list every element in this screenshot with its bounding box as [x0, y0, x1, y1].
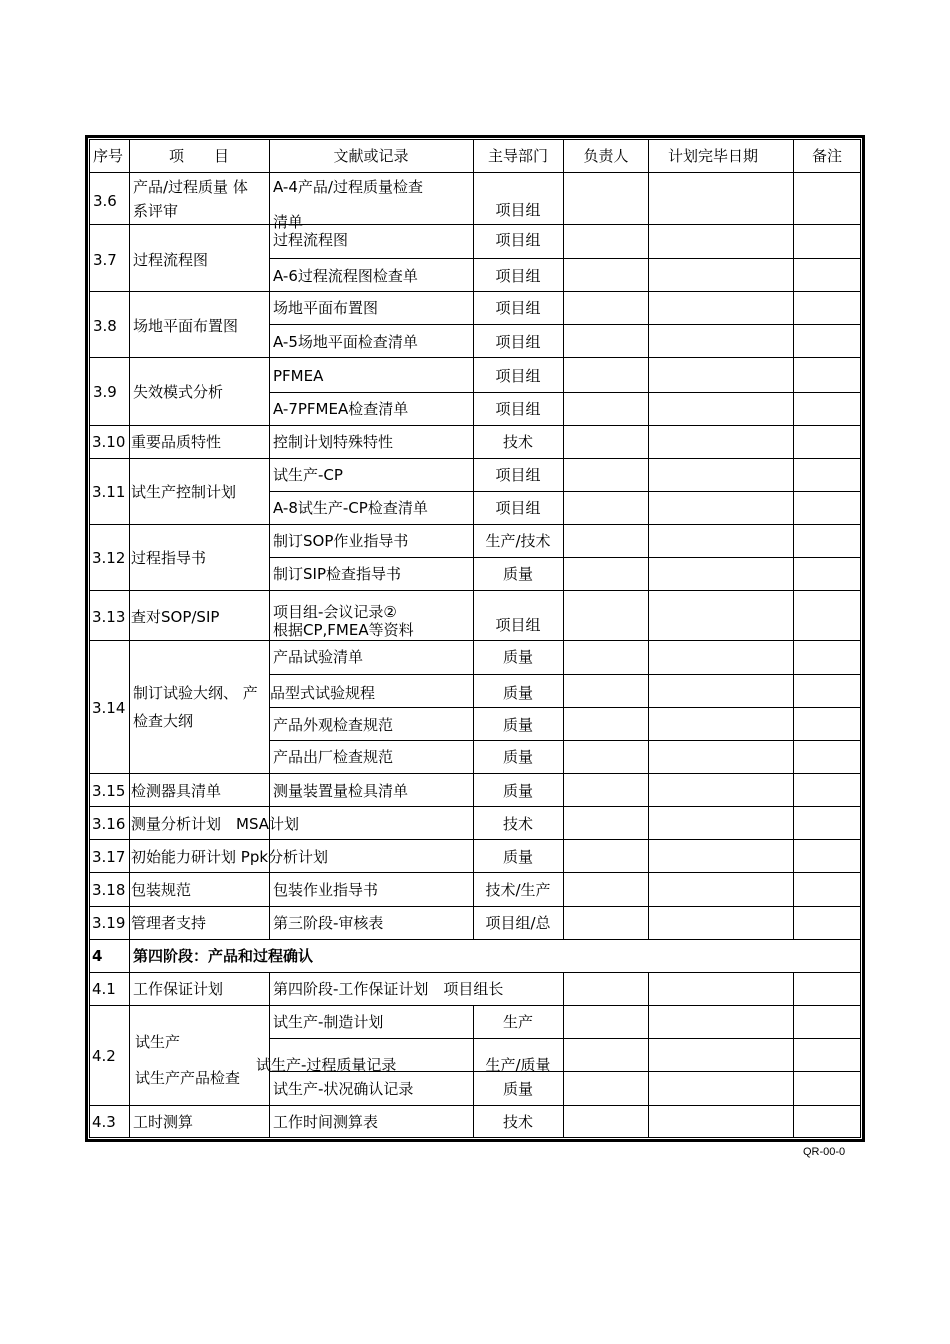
row-dept: 项目组	[495, 400, 541, 418]
grid-line	[89, 972, 861, 973]
col-header-doc: 文献或记录	[333, 147, 409, 165]
row-item: 试生产产品检查	[135, 1069, 241, 1087]
row-dept: 项目组	[495, 367, 541, 385]
section-number: 4	[92, 947, 103, 965]
row-dept: 质量	[502, 648, 534, 666]
row-item: 制订试验大纲、 产	[133, 684, 258, 702]
row-number: 3.8	[93, 317, 117, 335]
row-dept: 生产/质量	[485, 1056, 551, 1074]
row-dept: 生产	[502, 1013, 534, 1031]
row-document: A-5场地平面检查清单	[273, 333, 418, 351]
row-item: 初始能力研计划 Ppk分析计划	[131, 848, 329, 866]
grid-line	[89, 640, 861, 641]
row-document: 场地平面布置图	[273, 299, 379, 317]
row-dept: 项目组	[495, 333, 541, 351]
grid-line	[473, 1005, 474, 1138]
row-number: 3.7	[93, 251, 117, 269]
grid-line	[563, 972, 564, 1138]
row-dept: 质量	[502, 716, 534, 734]
row-item: 检查大纲	[133, 712, 194, 730]
row-document: 产品出厂检查规范	[273, 748, 394, 766]
row-dept: 质量	[502, 565, 534, 583]
grid-line	[89, 872, 861, 873]
row-document: 根据CP,FMEA等资料	[273, 621, 414, 639]
grid-line	[269, 1038, 861, 1039]
row-document: 第三阶段-审核表	[273, 914, 384, 932]
row-document: 清单	[273, 213, 304, 231]
col-header-no: 序号	[92, 147, 124, 165]
row-item: 过程指导书	[131, 549, 207, 567]
row-number: 4.1	[92, 980, 116, 998]
row-dept: 质量	[502, 848, 534, 866]
grid-line	[269, 707, 861, 708]
row-number: 3.14	[92, 699, 126, 717]
grid-line	[648, 139, 649, 939]
col-header-item: 项 目	[168, 147, 230, 165]
row-item: 过程流程图	[133, 251, 209, 269]
row-document: A-7PFMEA检查清单	[273, 400, 409, 418]
row-item: 工作保证计划	[133, 980, 224, 998]
grid-line	[793, 972, 794, 1138]
row-document: 工作时间测算表	[273, 1113, 379, 1131]
grid-line	[793, 139, 794, 939]
grid-line	[89, 773, 861, 774]
row-document: 试生产-状况确认记录	[273, 1080, 414, 1098]
row-item: 试生产控制计划	[131, 483, 237, 501]
row-item: 产品/过程质量 体	[133, 178, 248, 196]
row-document: 制订SIP检查指导书	[273, 565, 401, 583]
row-item: 包装规范	[131, 881, 192, 899]
row-dept: 技术/生产	[485, 881, 551, 899]
grid-line	[89, 224, 861, 225]
row-document: 过程流程图	[273, 231, 349, 249]
row-dept: 技术	[502, 815, 534, 833]
row-number: 3.15	[92, 782, 126, 800]
row-dept: 质量	[502, 782, 534, 800]
row-document: 试生产-制造计划	[273, 1013, 384, 1031]
grid-line	[269, 491, 861, 492]
grid-line	[89, 839, 861, 840]
row-document: 控制计划特殊特性	[273, 433, 394, 451]
grid-line	[473, 139, 474, 939]
col-header-date: 计划完毕日期	[667, 147, 759, 165]
row-document: PFMEA	[273, 367, 324, 385]
grid-line	[89, 1105, 861, 1106]
row-item: 试生产	[135, 1033, 181, 1051]
grid-line	[269, 258, 861, 259]
grid-line	[269, 557, 861, 558]
section-title: 第四阶段：产品和过程确认	[133, 947, 314, 965]
row-document: 试生产-过程质量记录	[256, 1056, 397, 1074]
grid-line	[269, 392, 861, 393]
row-dept: 技术	[502, 1113, 534, 1131]
row-document: 包装作业指导书	[273, 881, 379, 899]
row-document: 产品试验清单	[273, 648, 364, 666]
row-document: 项目组-会议记录②	[273, 603, 397, 621]
row-number: 4.3	[92, 1113, 116, 1131]
row-number: 3.11	[92, 483, 126, 501]
row-document: A-6过程流程图检查单	[273, 267, 418, 285]
row-document: 测量装置量检具清单	[273, 782, 409, 800]
grid-line	[89, 590, 861, 591]
row-document: 试生产-CP	[273, 466, 343, 484]
row-dept: 项目组	[495, 616, 541, 634]
grid-line	[269, 324, 861, 325]
row-document: 品型式试验规程	[270, 684, 376, 702]
grid-line	[269, 674, 861, 675]
row-number: 3.19	[92, 914, 126, 932]
col-header-remark: 备注	[811, 147, 843, 165]
row-dept: 项目组	[495, 499, 541, 517]
row-document: 制订SOP作业指导书	[273, 532, 409, 550]
grid-line	[89, 524, 861, 525]
grid-line	[269, 740, 861, 741]
row-number: 3.6	[93, 192, 117, 210]
grid-line	[89, 357, 861, 358]
row-number: 3.16	[92, 815, 126, 833]
row-document: 产品外观检查规范	[273, 716, 394, 734]
grid-line	[269, 972, 270, 1138]
row-number: 3.13	[92, 608, 126, 626]
grid-line	[129, 139, 130, 1138]
row-item: 系评审	[133, 202, 179, 220]
row-item: 场地平面布置图	[133, 317, 239, 335]
grid-line	[89, 806, 861, 807]
grid-line	[89, 906, 861, 907]
row-item: 管理者支持	[131, 914, 207, 932]
row-item: 重要品质特性	[131, 433, 222, 451]
row-number: 3.10	[92, 433, 126, 451]
row-dept: 项目组	[495, 267, 541, 285]
row-dept: 项目组	[495, 299, 541, 317]
grid-line	[89, 458, 861, 459]
row-item: 检测器具清单	[131, 782, 222, 800]
row-document: A-4产品/过程质量检查	[273, 178, 423, 196]
row-number: 3.9	[93, 383, 117, 401]
row-dept: 生产/技术	[485, 532, 551, 550]
grid-line	[89, 939, 861, 940]
grid-line	[89, 291, 861, 292]
grid-line	[89, 172, 861, 173]
grid-line	[648, 972, 649, 1138]
row-dept: 项目组	[495, 466, 541, 484]
row-item: 工时测算	[133, 1113, 194, 1131]
row-number: 3.17	[92, 848, 126, 866]
row-dept: 质量	[502, 684, 534, 702]
row-dept: 项目组/总	[485, 914, 551, 932]
grid-line	[563, 139, 564, 939]
row-document: A-8试生产-CP检查清单	[273, 499, 428, 517]
grid-line	[89, 1005, 861, 1006]
form-code: QR-00-0	[803, 1146, 846, 1158]
row-dept: 质量	[502, 1080, 534, 1098]
grid-line	[89, 425, 861, 426]
row-number: 3.12	[92, 549, 126, 567]
row-number: 4.2	[92, 1047, 116, 1065]
row-item: 查对SOP/SIP	[131, 608, 220, 626]
row-item: 失效模式分析	[133, 383, 224, 401]
row-dept: 技术	[502, 433, 534, 451]
row-dept: 项目组	[495, 231, 541, 249]
row-document: 第四阶段-工作保证计划 项目组长	[273, 980, 504, 998]
row-number: 3.18	[92, 881, 126, 899]
col-header-owner: 负责人	[583, 147, 629, 165]
row-dept: 项目组	[495, 201, 541, 219]
row-item: 测量分析计划 MSA计划	[131, 815, 300, 833]
row-dept: 质量	[502, 748, 534, 766]
col-header-dept: 主导部门	[487, 147, 549, 165]
